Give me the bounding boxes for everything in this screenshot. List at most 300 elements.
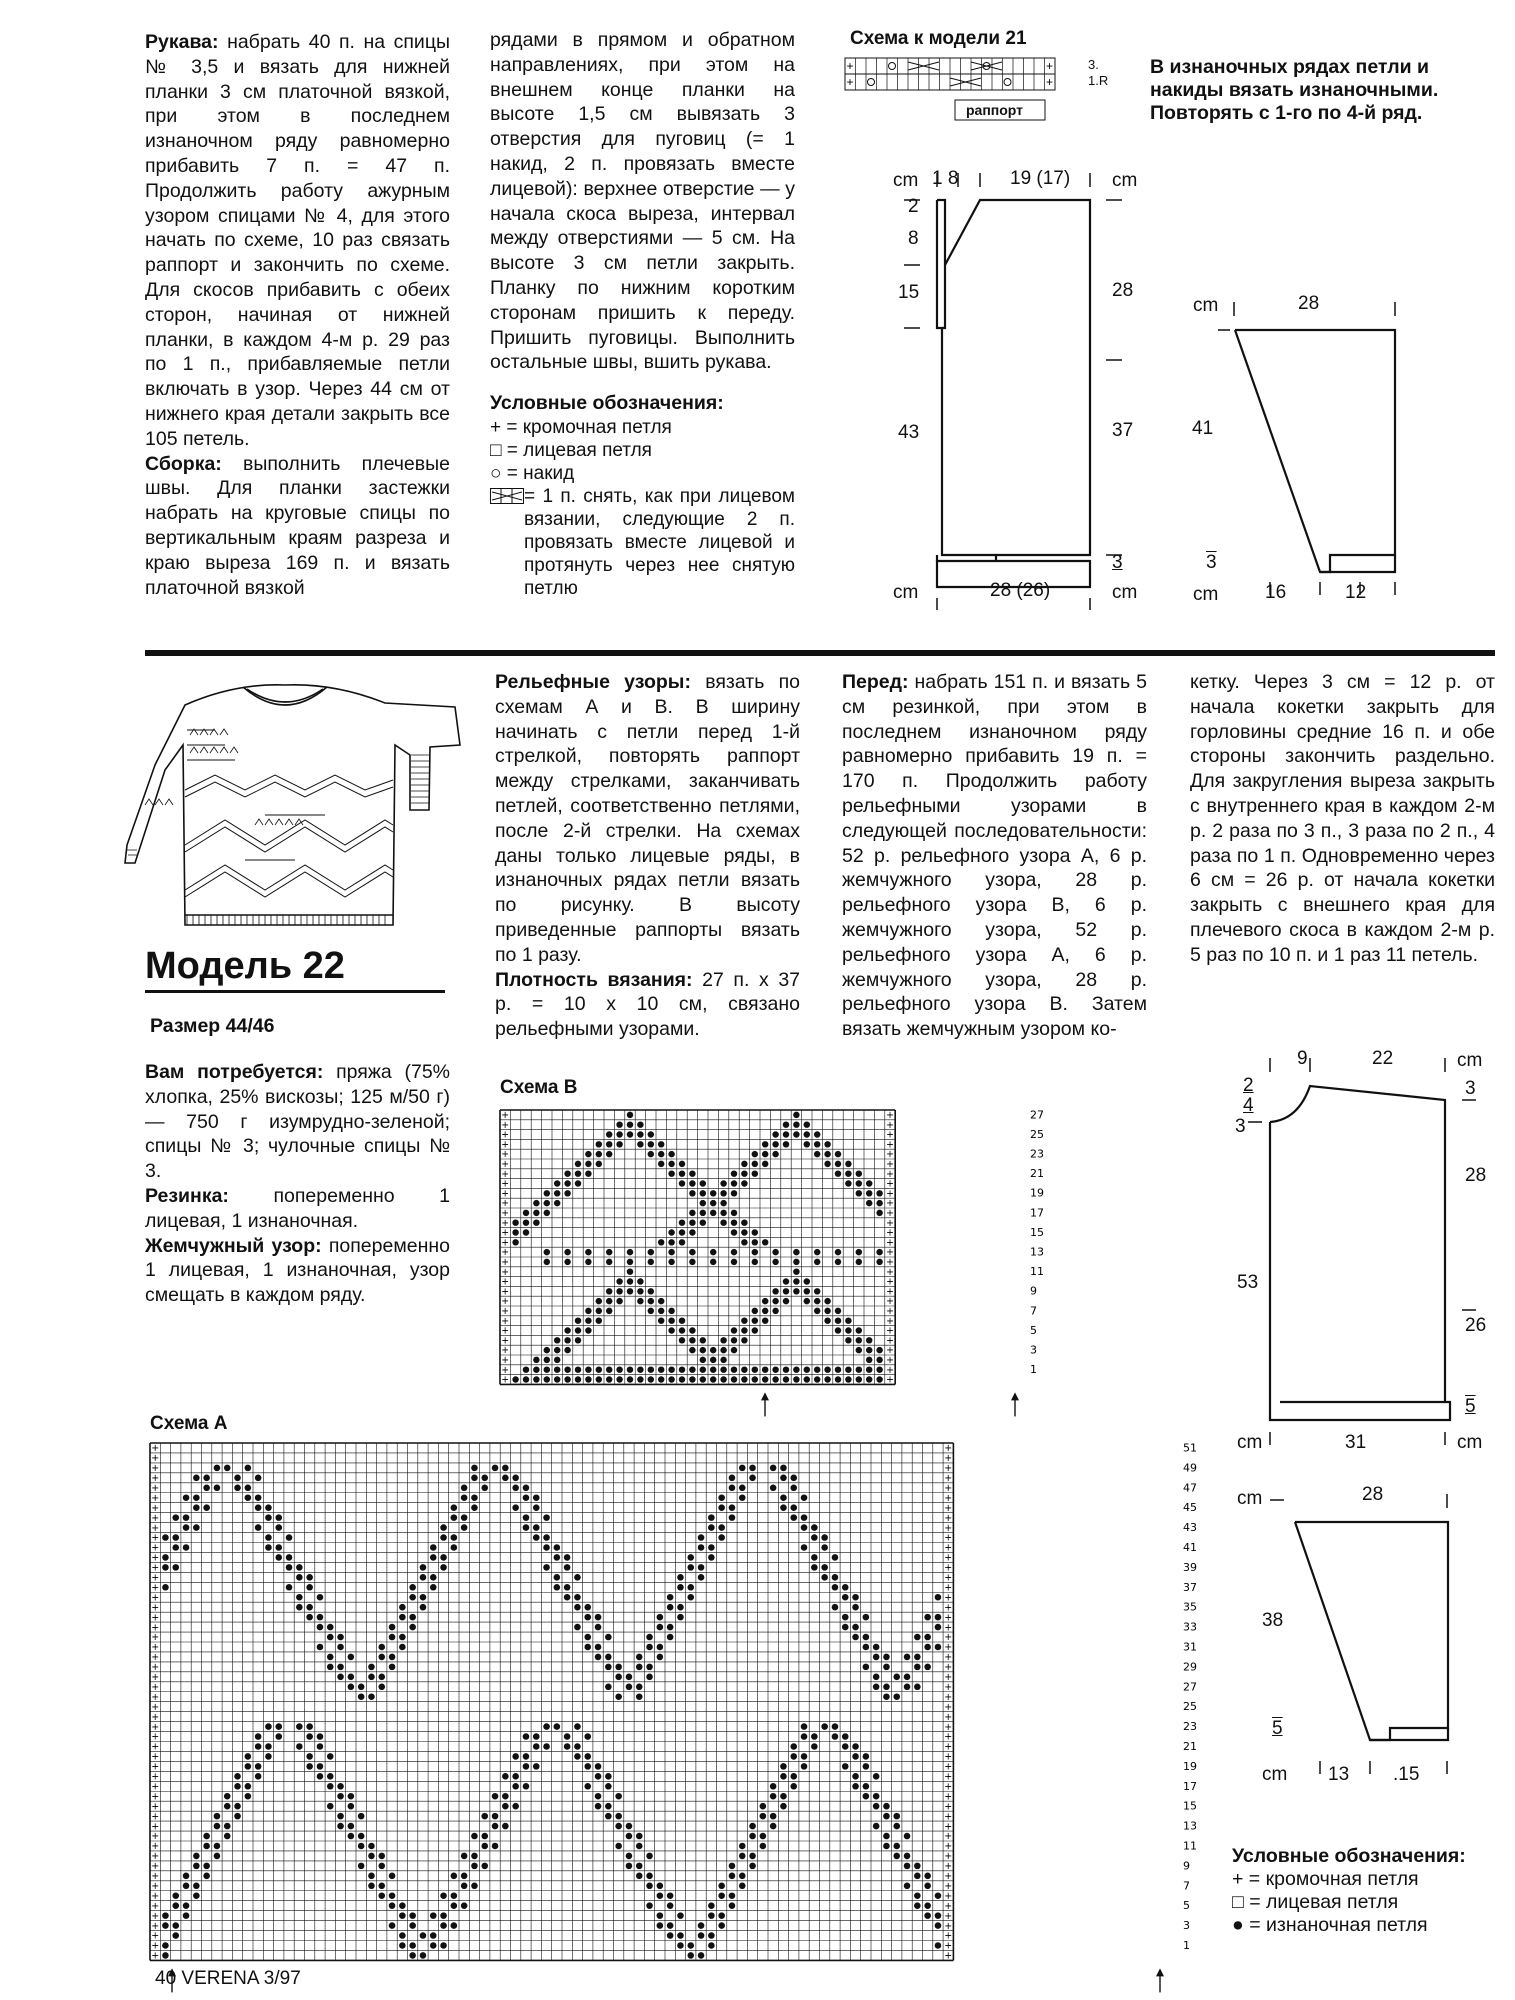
schemeA-dot [172, 1514, 179, 1521]
svg-text:+: + [151, 1473, 160, 1485]
schemeA-row-label: 39 [1183, 1560, 1197, 1574]
schemeA-dot [739, 1465, 746, 1472]
schemeA-dot [708, 1524, 715, 1531]
svg-text:+: + [886, 1227, 894, 1239]
svg-text:+: + [151, 1811, 160, 1823]
schemeA-dot [255, 1763, 262, 1770]
svg-text:+: + [944, 1602, 953, 1614]
schemeA-dot [275, 1733, 282, 1740]
schemeA-dot [183, 1514, 190, 1521]
svg-text:+: + [944, 1871, 953, 1883]
schemeA-dot [306, 1723, 313, 1730]
schemeA-dot [626, 1853, 633, 1860]
schemeA-title: Схема А [150, 1413, 228, 1434]
schemeA-dot [461, 1494, 468, 1501]
schemeA-dot [193, 1524, 200, 1531]
schemeA-dot [172, 1534, 179, 1541]
schemeA-dot [924, 1664, 931, 1671]
schemeA-dot [626, 1823, 633, 1830]
schemeA-dot [245, 1494, 252, 1501]
schemeA-dot [811, 1564, 818, 1571]
schemeA-dot [327, 1634, 334, 1641]
svg-text:+: + [944, 1502, 953, 1514]
schemeA-dot [760, 1833, 767, 1840]
schemeA-dot [255, 1773, 262, 1780]
svg-text:+: + [886, 1276, 894, 1288]
svg-text:+: + [944, 1482, 953, 1494]
svg-text:+: + [151, 1851, 160, 1863]
schemeB-row-label: 19 [1030, 1186, 1044, 1200]
svg-text:+: + [151, 1622, 160, 1634]
schemeA-dot [399, 1932, 406, 1939]
schemeA-dot [626, 1674, 633, 1681]
schemeA-dot [687, 1942, 694, 1949]
col1-h1: Рукава: [145, 31, 219, 53]
schemeA-dot [502, 1773, 509, 1780]
svg-text:+: + [151, 1443, 160, 1455]
p21-n43: 43 [898, 422, 920, 443]
schemeA-dot [368, 1843, 375, 1850]
schemeA-dot [275, 1544, 282, 1551]
pearl-t: попеременно 1 лицевая, 1 изнаночная, узор смещать в каждом ряду. [145, 1234, 450, 1307]
svg-text:+: + [151, 1721, 160, 1733]
schemeA-dot [214, 1465, 221, 1472]
schemeA-dot [234, 1803, 241, 1810]
scheme21-title: Схема к модели 21 [850, 28, 1027, 49]
schemeA-dot [832, 1723, 839, 1730]
svg-text:+: + [944, 1831, 953, 1843]
svg-text:+: + [151, 1861, 160, 1873]
schemeA-dot [224, 1803, 231, 1810]
svg-text:+: + [944, 1721, 953, 1733]
schemeA-dot [584, 1733, 591, 1740]
schemeA-dot [409, 1922, 416, 1929]
schemeA-dot [708, 1912, 715, 1919]
schemeA-dot [358, 1693, 365, 1700]
svg-text:+: + [886, 1374, 894, 1386]
svg-text:+: + [944, 1791, 953, 1803]
schemeA-dot [358, 1813, 365, 1820]
schemeA-grid [150, 1441, 1197, 1992]
svg-text:+: + [151, 1562, 160, 1574]
schemeA-dot [718, 1534, 725, 1541]
schemeA-dot [708, 1942, 715, 1949]
schemeA-dot [234, 1475, 241, 1482]
schemeA-dot [245, 1753, 252, 1760]
schemeA-dot [327, 1803, 334, 1810]
schemeA-dot [533, 1763, 540, 1770]
rib-t: попеременно 1 лицевая, 1 изнаночная. [145, 1184, 450, 1232]
schemeA-dot [440, 1534, 447, 1541]
schemeA-dot [296, 1594, 303, 1601]
svg-text:+: + [151, 1482, 160, 1494]
schemeA-dot [451, 1873, 458, 1880]
schemeA-dot [502, 1475, 509, 1482]
schemeA-row-label: 47 [1183, 1481, 1197, 1495]
p22-cm-tr: cm [1457, 1050, 1483, 1071]
schemeA-dot [523, 1733, 530, 1740]
s21-b2: 12 [1345, 582, 1367, 603]
schemeA-dot [245, 1783, 252, 1790]
schemeA-dot [780, 1803, 787, 1810]
schemeA-dot [481, 1475, 488, 1482]
schemeA-dot [451, 1514, 458, 1521]
svg-text:+: + [944, 1532, 953, 1544]
svg-text:+: + [501, 1149, 510, 1161]
svg-text:+: + [151, 1920, 160, 1932]
svg-text:+: + [151, 1681, 160, 1693]
schemeA-dot [265, 1743, 272, 1750]
schemeA-dot [904, 1833, 911, 1840]
note21-line1: В изнаночных рядах петли и [1150, 56, 1429, 78]
schemeA-dot [234, 1783, 241, 1790]
schemeA-dot [265, 1753, 272, 1760]
schemeA-dot [286, 1564, 293, 1571]
schemeA-dot [667, 1634, 674, 1641]
svg-text:+: + [501, 1286, 510, 1298]
svg-text:+: + [1045, 59, 1054, 73]
relief-t: вязать по схемам А и В. В ширину начинать с петли перед 1-й стрелкой, повторять раппорт между стрелками, заканчивать петлей, соответственно петлями, после 2-й стрелки. На схемах даны только лицевые ряды, в изнаночных рядах петли вязать по рисунку. В высоту приведенные раппорты вязать по 1 разу. [495, 671, 801, 966]
schemeA-dot [162, 1912, 169, 1919]
schemeA-dot [461, 1882, 468, 1889]
p21-cm-tl: cm [893, 170, 919, 191]
schemeA-dot [306, 1604, 313, 1611]
schemeA-dot [523, 1524, 530, 1531]
svg-text:+: + [151, 1492, 160, 1504]
schemeB-row-label: 1 [1030, 1363, 1037, 1377]
schemeA-dot [451, 1922, 458, 1929]
schemeA-dot [203, 1863, 210, 1870]
schemeA-dot [924, 1902, 931, 1909]
schemeA-dot [595, 1614, 602, 1621]
schemeB-row-label: 25 [1030, 1127, 1044, 1141]
legend21-title: Условные обозначения: [490, 392, 724, 415]
schemeA-dot [914, 1873, 921, 1880]
schemeA-dot [718, 1882, 725, 1889]
svg-text:+: + [886, 1286, 894, 1298]
p21-n2: 2 [908, 196, 919, 217]
schemeA-dot [337, 1783, 344, 1790]
schemeA-dot [193, 1882, 200, 1889]
schemeA-dot [811, 1733, 818, 1740]
schemeA-dot [584, 1604, 591, 1611]
schemeA-dot [863, 1763, 870, 1770]
schemeA-dot [935, 1614, 942, 1621]
schemeA-dot [749, 1475, 756, 1482]
schemeA-row-label: 49 [1183, 1461, 1197, 1475]
p22-n4: 4 [1243, 1095, 1254, 1116]
schemeA-dot [543, 1544, 550, 1551]
svg-text:+: + [151, 1900, 160, 1912]
svg-text:+: + [501, 1335, 510, 1347]
schemeA-dot [739, 1494, 746, 1501]
svg-text:+: + [846, 59, 854, 73]
svg-text:+: + [944, 1612, 953, 1624]
schemeA-dot [193, 1475, 200, 1482]
svg-text:+: + [886, 1129, 894, 1141]
schemeB-row-label: 13 [1030, 1245, 1044, 1259]
schemeA-dot [646, 1853, 653, 1860]
schemeA-dot [657, 1654, 664, 1661]
svg-text:+: + [944, 1562, 953, 1574]
schemeA-dot [286, 1584, 293, 1591]
svg-text:+: + [151, 1701, 160, 1713]
schemeA-dot [481, 1484, 488, 1491]
schemeA-dot [481, 1863, 488, 1870]
schemeA-dot [914, 1892, 921, 1899]
schemeA-dot [935, 1912, 942, 1919]
schemeA-dot [595, 1654, 602, 1661]
schemeA-dot [605, 1664, 612, 1671]
schemeA-dot [554, 1723, 561, 1730]
legend21-item-dec: = 1 п. снять, как при лицевом вязании, следующие 2 п. провязать вместе лицевой и протянуть через нее снятую петлю [524, 485, 795, 599]
schemeA-dot [584, 1644, 591, 1651]
schemeA-dot [183, 1902, 190, 1909]
schemeA-dot [502, 1793, 509, 1800]
schemeA-dot [605, 1683, 612, 1690]
svg-text:+: + [501, 1159, 510, 1171]
req-t: пряжа (75% хлопка, 25% вискозы; 125 м/50 г) — 750 г изумрудно-зеленой; спицы № 3; чулочные спицы № 3. [145, 1061, 451, 1183]
schemeA-dot [389, 1892, 396, 1899]
schemeA-dot [770, 1793, 777, 1800]
schemeA-dot [749, 1465, 756, 1472]
svg-text:+: + [886, 1364, 894, 1376]
schemeB-row-label: 3 [1030, 1343, 1037, 1357]
s22-n5: 5 [1272, 1718, 1283, 1739]
gauge-h: Плотность вязания: [495, 968, 693, 991]
svg-text:+: + [944, 1632, 953, 1644]
legend22 [1232, 1845, 1466, 1937]
schemeA-dot [883, 1813, 890, 1820]
schemeA-dot [214, 1843, 221, 1850]
svg-text:+: + [886, 1325, 894, 1337]
schemeA-dot [162, 1564, 169, 1571]
p21-cm-tr: cm [1112, 170, 1138, 191]
schemeA-dot [420, 1564, 427, 1571]
svg-text:+: + [886, 1119, 894, 1131]
p21-n28: 28 [1112, 280, 1134, 301]
p22-n3a: 3 [1235, 1116, 1246, 1137]
svg-text:+: + [944, 1552, 953, 1564]
schemeA-dot [172, 1932, 179, 1939]
schemeA-dot [378, 1882, 385, 1889]
schemeA-dot [162, 1584, 169, 1591]
schemeA-dot [677, 1912, 684, 1919]
schemeA-dot [760, 1803, 767, 1810]
schemeA-dot [584, 1763, 591, 1770]
rib-h: Резинка: [145, 1184, 229, 1207]
pattern22-front-diagram [1230, 1050, 1490, 1450]
schemeA-dot [368, 1693, 375, 1700]
schemeA-dot [399, 1614, 406, 1621]
svg-text:+: + [886, 1198, 894, 1210]
schemeA-dot [265, 1534, 272, 1541]
svg-text:+: + [886, 1237, 894, 1249]
schemeA-dot [780, 1475, 787, 1482]
svg-text:+: + [886, 1247, 894, 1259]
schemeA-dot [203, 1833, 210, 1840]
schemeA-dot [790, 1504, 797, 1511]
schemeA-dot [481, 1833, 488, 1840]
schemeA-dot [811, 1524, 818, 1531]
schemeA-dot [914, 1863, 921, 1870]
schemeA-dot [317, 1743, 324, 1750]
schemeB-title: Схема В [500, 1077, 578, 1098]
schemeA-dot [739, 1882, 746, 1889]
schemeA-dot [389, 1634, 396, 1641]
schemeA-dot [657, 1882, 664, 1889]
schemeA-dot [914, 1654, 921, 1661]
svg-text:+: + [501, 1198, 510, 1210]
schemeA-dot [698, 1534, 705, 1541]
schemeA-dot [183, 1912, 190, 1919]
svg-text:+: + [944, 1781, 953, 1793]
schemeA-dot [224, 1465, 231, 1472]
schemeA-dot [718, 1494, 725, 1501]
svg-text:+: + [501, 1374, 510, 1386]
s22-h: 38 [1262, 1610, 1284, 1631]
schemeA-dot [378, 1853, 385, 1860]
schemeA-dot [729, 1514, 736, 1521]
schemeA-dot [790, 1753, 797, 1760]
schemeA-dot [749, 1863, 756, 1870]
schemeB-row-label: 23 [1030, 1147, 1044, 1161]
schemeA-dot [687, 1594, 694, 1601]
schemeA-dot [883, 1654, 890, 1661]
schemeA-dot [832, 1574, 839, 1581]
schemeA-dot [440, 1564, 447, 1571]
schemeA-dot [615, 1664, 622, 1671]
schemeA-dot [348, 1793, 355, 1800]
schemeA-dot [873, 1683, 880, 1690]
schemeA-dot [801, 1524, 808, 1531]
schemeA-dot [729, 1902, 736, 1909]
schemeA-dot [584, 1753, 591, 1760]
schemeA-dot [605, 1813, 612, 1820]
svg-text:+: + [501, 1355, 510, 1367]
col1-h2: Сборка: [145, 452, 222, 475]
schemeA-dot [389, 1922, 396, 1929]
svg-text:+: + [846, 75, 854, 89]
schemeA-dot [430, 1912, 437, 1919]
schemeA-dot [327, 1654, 334, 1661]
schemeA-dot [564, 1733, 571, 1740]
svg-text:+: + [151, 1910, 160, 1922]
svg-text:+: + [886, 1345, 894, 1357]
p22-n31: 31 [1345, 1432, 1367, 1453]
schemeA-dot [574, 1723, 581, 1730]
schemeA-dot [214, 1823, 221, 1830]
svg-text:+: + [151, 1662, 160, 1674]
schemeA-dot [914, 1664, 921, 1671]
schemeA-dot [883, 1833, 890, 1840]
schemeA-dot [533, 1504, 540, 1511]
schemeA-dot [595, 1803, 602, 1810]
schemeA-dot [214, 1484, 221, 1491]
schemeA-dot [492, 1813, 499, 1820]
svg-text:+: + [944, 1453, 953, 1465]
legend22-item-edge: + = кромочная петля [1232, 1868, 1419, 1890]
schemeA-dot [667, 1892, 674, 1899]
svg-text:+: + [151, 1841, 160, 1853]
schemeA-dot [554, 1574, 561, 1581]
schemeA-dot [636, 1873, 643, 1880]
schemeA-dot [317, 1644, 324, 1651]
svg-text:+: + [151, 1791, 160, 1803]
schemeA-dot [821, 1534, 828, 1541]
schemeA-dot [368, 1674, 375, 1681]
svg-text:+: + [151, 1552, 160, 1564]
row3-label: 3. [1088, 57, 1099, 72]
schemeA-dot [811, 1554, 818, 1561]
schemeA-dot [852, 1773, 859, 1780]
schemeA-dot [378, 1863, 385, 1870]
svg-text:+: + [944, 1880, 953, 1892]
s21-n3: 3 [1206, 552, 1217, 573]
schemeA-dot [935, 1594, 942, 1601]
schemeA-dot [636, 1843, 643, 1850]
schemeA-dot [512, 1803, 519, 1810]
schemeA-dot [863, 1614, 870, 1621]
schemeA-dot [667, 1902, 674, 1909]
schemeA-dot [914, 1634, 921, 1641]
svg-text:+: + [944, 1463, 953, 1475]
schemeA-dot [718, 1892, 725, 1899]
svg-text:+: + [501, 1188, 510, 1200]
svg-text:+: + [151, 1572, 160, 1584]
svg-text:+: + [151, 1950, 160, 1962]
schemeA-dot [626, 1863, 633, 1870]
schemeA-dot [718, 1912, 725, 1919]
svg-text:+: + [886, 1159, 894, 1171]
schemeA-dot [183, 1873, 190, 1880]
schemeA-dot [667, 1624, 674, 1631]
schemeA-dot [739, 1843, 746, 1850]
schemeA-dot [914, 1902, 921, 1909]
schemeA-dot [162, 1534, 169, 1541]
schemeA-dot [893, 1674, 900, 1681]
schemeA-dot [502, 1465, 509, 1472]
schemeA-dot [708, 1902, 715, 1909]
schemeA-row-label: 9 [1183, 1859, 1190, 1873]
schemeA-dot [739, 1873, 746, 1880]
schemeA-dot [512, 1504, 519, 1511]
schemeB-row-label: 11 [1030, 1265, 1044, 1279]
schemeA-dot [698, 1544, 705, 1551]
schemeA-dot [512, 1773, 519, 1780]
svg-text:+: + [944, 1672, 953, 1684]
schemeA-dot [615, 1823, 622, 1830]
schemeA-dot [780, 1465, 787, 1472]
svg-text:+: + [944, 1691, 953, 1703]
schemeA-dot [440, 1892, 447, 1899]
schemeA-dot [657, 1892, 664, 1899]
schemeA-dot [595, 1624, 602, 1631]
svg-text:+: + [151, 1691, 160, 1703]
schemeA-dot [275, 1723, 282, 1730]
schemeA-dot [749, 1833, 756, 1840]
schemeA-dot [924, 1614, 931, 1621]
svg-text:+: + [151, 1890, 160, 1902]
schemeA-dot [626, 1683, 633, 1690]
schemeA-dot [224, 1823, 231, 1830]
schemeA-dot [440, 1922, 447, 1929]
s21-h: 41 [1192, 418, 1214, 439]
schemeA-dot [935, 1942, 942, 1949]
schemeA-dot [904, 1674, 911, 1681]
schemeA-dot [893, 1823, 900, 1830]
schemeA-dot [811, 1743, 818, 1750]
